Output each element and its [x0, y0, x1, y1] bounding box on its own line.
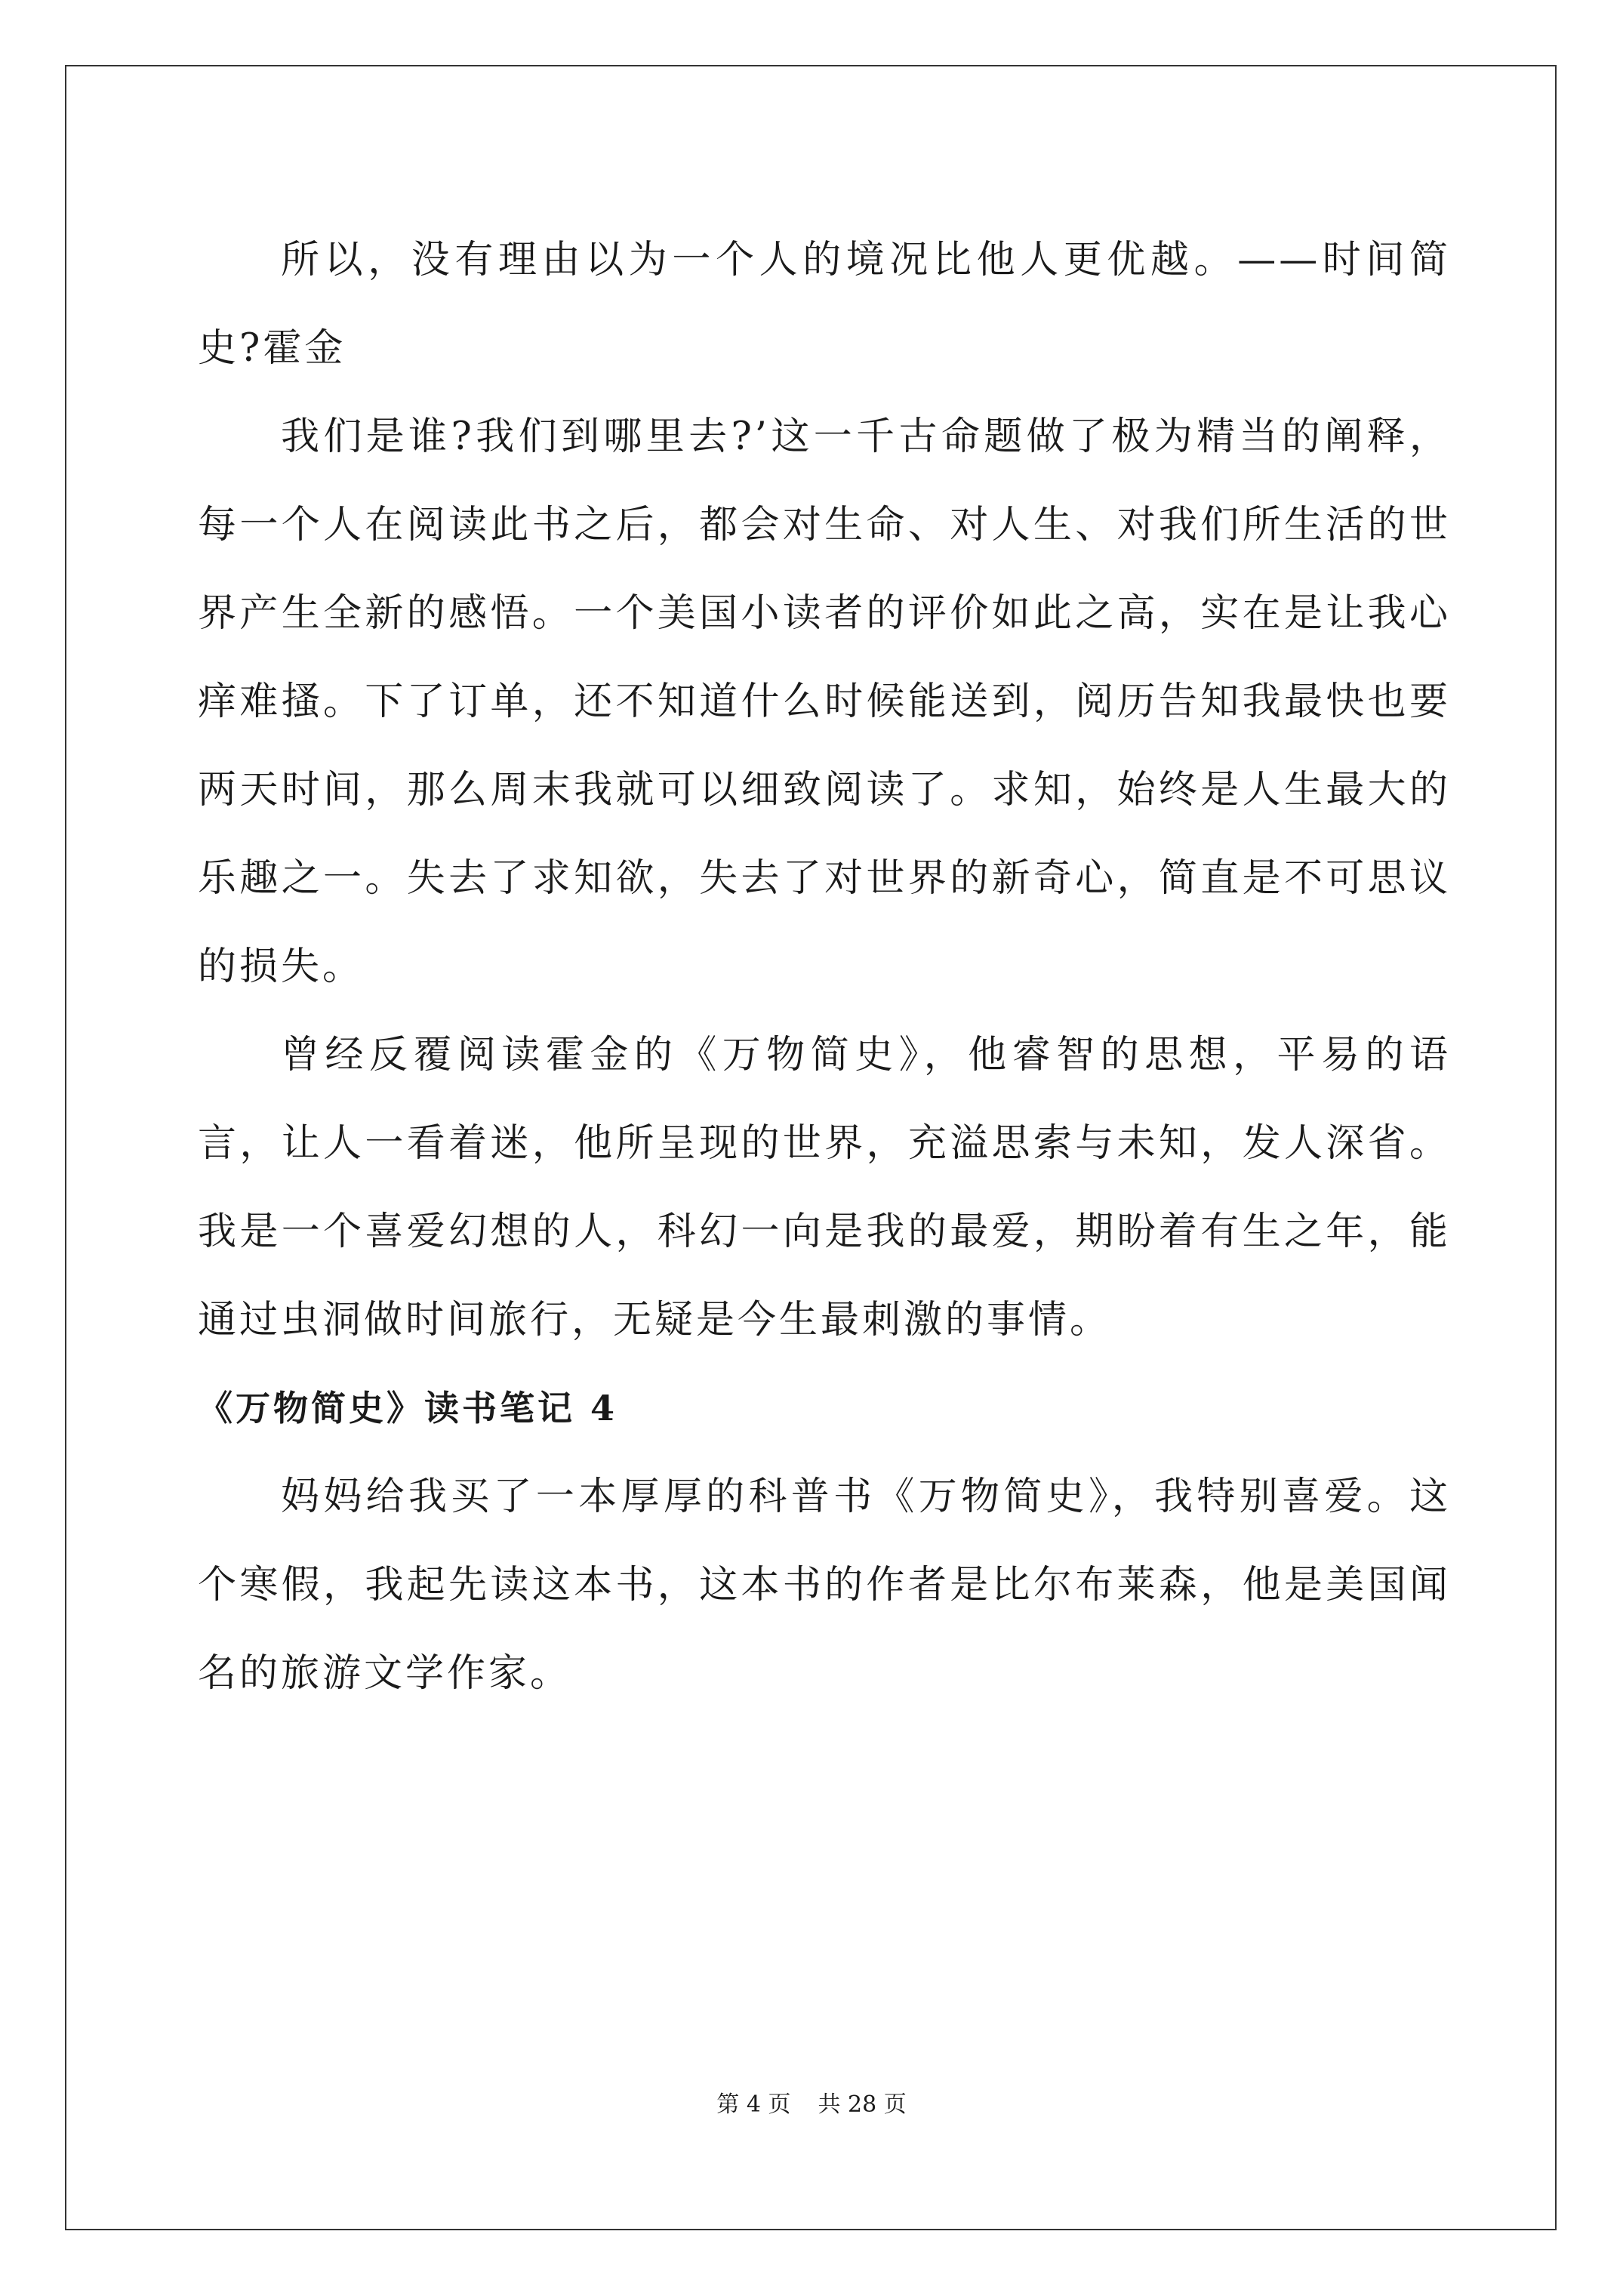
section-heading: 《万物简史》读书笔记 4	[198, 1388, 618, 1428]
paragraph-2: 我们是谁?我们到哪里去?’这一千古命题做了极为精当的阐释，每一个人在阅读此书之后，都会对生命、对人生、对我们所生活的世界产生全新的感悟。一个美国小读者的评价如此之高，实在是让我心痒难搔。下了订单，还不知道什么时候能送到，阅历告知我最快也要两天时间，那么周末我就可以细致阅读了。求知，始终是人生最大的乐趣之一。失去了求知欲，失去了对世界的新奇心，简直是不可思议的损失。	[198, 415, 1451, 989]
paragraph-1: 所以，没有理由以为一个人的境况比他人更优越。——时间简史?霍金	[198, 238, 1451, 371]
document-body	[198, 216, 1451, 1718]
section-paragraph-1: 妈妈给我买了一本厚厚的科普书《万物简史》，我特别喜爱。这个寒假，我起先读这本书，这本书的作者是比尔布莱森，他是美国闻名的旅游文学作家。	[198, 1475, 1451, 1696]
page-footer	[0, 2090, 1623, 2120]
page-number: 第 4 页	[716, 2091, 791, 2118]
page-total: 共 28 页	[818, 2091, 907, 2118]
paragraph-3: 曾经反覆阅读霍金的《万物简史》，他睿智的思想，平易的语言，让人一看着迷，他所呈现的世界，充溢思索与未知，发人深省。我是一个喜爱幻想的人，科幻一向是我的最爱，期盼着有生之年，能通过虫洞做时间旅行，无疑是今生最刺激的事情。	[198, 1033, 1451, 1342]
